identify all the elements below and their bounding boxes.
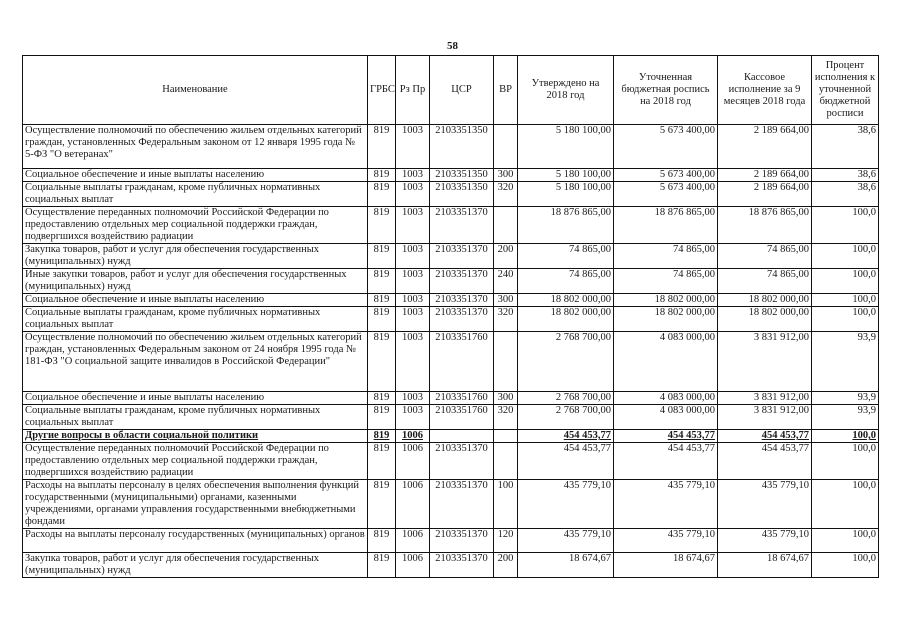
- row-csr: 2103351370: [430, 207, 494, 244]
- row-cash: 18 802 000,00: [718, 294, 812, 307]
- row-refined: 18 674,67: [614, 553, 718, 578]
- table-row: [23, 392, 879, 405]
- row-cash: 74 865,00: [718, 244, 812, 269]
- row-csr: 2103351350: [430, 182, 494, 207]
- row-refined: 18 802 000,00: [614, 307, 718, 332]
- row-name: Закупка товаров, работ и услуг для обеспечения государственных (муниципальных) нужд: [23, 244, 368, 269]
- row-rzpr: 1003: [396, 332, 430, 392]
- row-name: Социальные выплаты гражданам, кроме публичных нормативных социальных выплат: [23, 405, 368, 430]
- row-csr: [430, 430, 494, 443]
- row-vr: 320: [494, 307, 518, 332]
- row-percent: 100,0: [812, 529, 879, 553]
- header-rzpr: Рз Пр: [396, 56, 430, 125]
- row-refined: 74 865,00: [614, 244, 718, 269]
- row-refined: 454 453,77: [614, 443, 718, 480]
- row-vr: [494, 443, 518, 480]
- row-approved: 5 180 100,00: [518, 125, 614, 169]
- row-grbs: 819: [368, 269, 396, 294]
- header-csr: ЦСР: [430, 56, 494, 125]
- row-csr: 2103351370: [430, 480, 494, 529]
- header-refined: Уточненная бюджетная роспись на 2018 год: [614, 56, 718, 125]
- row-approved: 454 453,77: [518, 443, 614, 480]
- row-name: Расходы на выплаты персоналу в целях обеспечения выполнения функций государственными (муниципальными) органами, казенными учреждениями, органами управления государственными внебюджетными фондами: [23, 480, 368, 529]
- row-approved: 18 802 000,00: [518, 307, 614, 332]
- row-approved: 2 768 700,00: [518, 392, 614, 405]
- table-row: [23, 405, 879, 430]
- row-name: Социальные выплаты гражданам, кроме публичных нормативных социальных выплат: [23, 182, 368, 207]
- row-refined: 5 673 400,00: [614, 182, 718, 207]
- row-rzpr: 1006: [396, 430, 430, 443]
- budget-table: [22, 55, 879, 578]
- row-approved: 435 779,10: [518, 529, 614, 553]
- row-name: Другие вопросы в области социальной политики: [23, 430, 368, 443]
- row-name: Иные закупки товаров, работ и услуг для обеспечения государственных (муниципальных) нужд: [23, 269, 368, 294]
- row-name: Социальное обеспечение и иные выплаты населению: [23, 294, 368, 307]
- row-approved: 5 180 100,00: [518, 182, 614, 207]
- row-percent: 100,0: [812, 430, 879, 443]
- row-approved: 74 865,00: [518, 244, 614, 269]
- table-row: [23, 553, 879, 578]
- row-approved: 5 180 100,00: [518, 169, 614, 182]
- row-grbs: 819: [368, 443, 396, 480]
- row-grbs: 819: [368, 405, 396, 430]
- header-percent: Процент исполнения к уточненной бюджетной росписи: [812, 56, 879, 125]
- row-rzpr: 1003: [396, 207, 430, 244]
- row-csr: 2103351370: [430, 307, 494, 332]
- row-rzpr: 1003: [396, 294, 430, 307]
- row-rzpr: 1006: [396, 480, 430, 529]
- row-grbs: 819: [368, 480, 396, 529]
- row-name: Расходы на выплаты персоналу государственных (муниципальных) органов: [23, 529, 368, 553]
- table-row: [23, 244, 879, 269]
- row-name: Закупка товаров, работ и услуг для обеспечения государственных (муниципальных) нужд: [23, 553, 368, 578]
- row-approved: 2 768 700,00: [518, 405, 614, 430]
- row-refined: 18 876 865,00: [614, 207, 718, 244]
- row-percent: 100,0: [812, 269, 879, 294]
- row-refined: 454 453,77: [614, 430, 718, 443]
- row-vr: 300: [494, 169, 518, 182]
- row-approved: 454 453,77: [518, 430, 614, 443]
- row-cash: 18 876 865,00: [718, 207, 812, 244]
- row-csr: 2103351350: [430, 169, 494, 182]
- row-percent: 100,0: [812, 553, 879, 578]
- row-grbs: 819: [368, 430, 396, 443]
- row-cash: 454 453,77: [718, 430, 812, 443]
- row-approved: 18 876 865,00: [518, 207, 614, 244]
- row-csr: 2103351370: [430, 244, 494, 269]
- row-vr: [494, 430, 518, 443]
- row-percent: 100,0: [812, 244, 879, 269]
- row-name: Осуществление полномочий по обеспечению жильем отдельных категорий граждан, установленных Федеральным законом от 12 января 1995 года № 5-ФЗ "О ветеранах": [23, 125, 368, 169]
- row-rzpr: 1003: [396, 269, 430, 294]
- row-vr: 240: [494, 269, 518, 294]
- row-cash: 74 865,00: [718, 269, 812, 294]
- row-vr: 300: [494, 392, 518, 405]
- row-refined: 18 802 000,00: [614, 294, 718, 307]
- row-rzpr: 1003: [396, 307, 430, 332]
- row-grbs: 819: [368, 125, 396, 169]
- table-row: [23, 294, 879, 307]
- row-percent: 100,0: [812, 443, 879, 480]
- row-cash: 3 831 912,00: [718, 332, 812, 392]
- row-percent: 93,9: [812, 392, 879, 405]
- table-row: [23, 207, 879, 244]
- table-row: [23, 529, 879, 553]
- row-percent: 93,9: [812, 405, 879, 430]
- table-body: [23, 125, 879, 578]
- row-refined: 5 673 400,00: [614, 125, 718, 169]
- row-rzpr: 1003: [396, 125, 430, 169]
- row-cash: 18 802 000,00: [718, 307, 812, 332]
- row-csr: 2103351370: [430, 294, 494, 307]
- header-approved: Утверждено на 2018 год: [518, 56, 614, 125]
- row-refined: 4 083 000,00: [614, 405, 718, 430]
- header-vr: ВР: [494, 56, 518, 125]
- table-row: [23, 480, 879, 529]
- row-percent: 38,6: [812, 182, 879, 207]
- row-percent: 100,0: [812, 480, 879, 529]
- row-name: Социальное обеспечение и иные выплаты населению: [23, 169, 368, 182]
- table-row: [23, 125, 879, 169]
- row-vr: 320: [494, 182, 518, 207]
- row-csr: 2103351350: [430, 125, 494, 169]
- row-name: Осуществление переданных полномочий Российской Федерации по предоставлению отдельных мер социальной поддержки граждан, подвергшихся воздействию радиации: [23, 443, 368, 480]
- row-percent: 100,0: [812, 307, 879, 332]
- table-row: [23, 443, 879, 480]
- header-name: Наименование: [23, 56, 368, 125]
- row-rzpr: 1003: [396, 405, 430, 430]
- row-csr: 2103351760: [430, 405, 494, 430]
- row-percent: 38,6: [812, 125, 879, 169]
- row-vr: 320: [494, 405, 518, 430]
- table-row: [23, 307, 879, 332]
- page-number: 58: [447, 40, 458, 52]
- row-percent: 93,9: [812, 332, 879, 392]
- row-refined: 4 083 000,00: [614, 332, 718, 392]
- row-csr: 2103351370: [430, 269, 494, 294]
- table-row: [23, 269, 879, 294]
- row-csr: 2103351370: [430, 553, 494, 578]
- row-grbs: 819: [368, 182, 396, 207]
- row-approved: 18 674,67: [518, 553, 614, 578]
- row-grbs: 819: [368, 529, 396, 553]
- row-refined: 5 673 400,00: [614, 169, 718, 182]
- row-cash: 454 453,77: [718, 443, 812, 480]
- row-percent: 100,0: [812, 294, 879, 307]
- row-name: Социальное обеспечение и иные выплаты населению: [23, 392, 368, 405]
- row-rzpr: 1003: [396, 169, 430, 182]
- row-vr: [494, 207, 518, 244]
- row-cash: 2 189 664,00: [718, 182, 812, 207]
- row-vr: 120: [494, 529, 518, 553]
- row-grbs: 819: [368, 392, 396, 405]
- row-cash: 3 831 912,00: [718, 405, 812, 430]
- row-refined: 4 083 000,00: [614, 392, 718, 405]
- row-name: Осуществление полномочий по обеспечению жильем отдельных категорий граждан, установленных Федеральным законом от 24 ноября 1995 года № 181-ФЗ "О социальной защите инвалидов в Российской Федерации": [23, 332, 368, 392]
- table-row: [23, 182, 879, 207]
- row-refined: 74 865,00: [614, 269, 718, 294]
- row-cash: 435 779,10: [718, 480, 812, 529]
- row-rzpr: 1006: [396, 443, 430, 480]
- row-grbs: 819: [368, 332, 396, 392]
- row-csr: 2103351760: [430, 392, 494, 405]
- row-csr: 2103351370: [430, 529, 494, 553]
- row-name: Социальные выплаты гражданам, кроме публичных нормативных социальных выплат: [23, 307, 368, 332]
- header-grbs: ГРБС: [368, 56, 396, 125]
- row-approved: 2 768 700,00: [518, 332, 614, 392]
- row-rzpr: 1003: [396, 182, 430, 207]
- row-csr: 2103351760: [430, 332, 494, 392]
- row-grbs: 819: [368, 553, 396, 578]
- row-vr: 300: [494, 294, 518, 307]
- row-grbs: 819: [368, 307, 396, 332]
- row-rzpr: 1003: [396, 392, 430, 405]
- row-rzpr: 1003: [396, 244, 430, 269]
- row-grbs: 819: [368, 294, 396, 307]
- table-row: [23, 169, 879, 182]
- row-percent: 100,0: [812, 207, 879, 244]
- row-approved: 435 779,10: [518, 480, 614, 529]
- table-row: [23, 332, 879, 392]
- row-percent: 38,6: [812, 169, 879, 182]
- row-vr: [494, 125, 518, 169]
- row-vr: 200: [494, 553, 518, 578]
- row-vr: [494, 332, 518, 392]
- row-csr: 2103351370: [430, 443, 494, 480]
- row-approved: 74 865,00: [518, 269, 614, 294]
- row-cash: 3 831 912,00: [718, 392, 812, 405]
- row-cash: 18 674,67: [718, 553, 812, 578]
- row-name: Осуществление переданных полномочий Российской Федерации по предоставлению отдельных мер социальной поддержки граждан, подвергшихся воздействию радиации: [23, 207, 368, 244]
- row-rzpr: 1006: [396, 553, 430, 578]
- row-cash: 2 189 664,00: [718, 169, 812, 182]
- row-cash: 435 779,10: [718, 529, 812, 553]
- table-header: [23, 56, 879, 125]
- row-grbs: 819: [368, 169, 396, 182]
- row-refined: 435 779,10: [614, 480, 718, 529]
- row-vr: 100: [494, 480, 518, 529]
- row-grbs: 819: [368, 207, 396, 244]
- row-cash: 2 189 664,00: [718, 125, 812, 169]
- row-vr: 200: [494, 244, 518, 269]
- table-row: [23, 430, 879, 443]
- row-rzpr: 1006: [396, 529, 430, 553]
- row-approved: 18 802 000,00: [518, 294, 614, 307]
- row-refined: 435 779,10: [614, 529, 718, 553]
- header-cash: Кассовое исполнение за 9 месяцев 2018 года: [718, 56, 812, 125]
- row-grbs: 819: [368, 244, 396, 269]
